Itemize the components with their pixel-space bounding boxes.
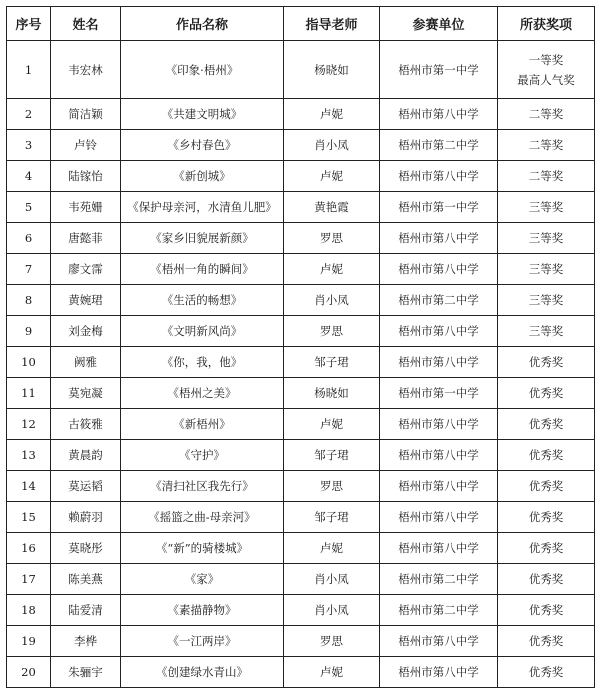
award-label: 优秀奖 <box>528 448 564 462</box>
cell-work: 《新梧州》 <box>121 409 284 440</box>
table-row <box>7 502 595 533</box>
cell-work: 《共建文明城》 <box>121 99 284 130</box>
cell-no: 8 <box>7 285 51 316</box>
cell-award <box>498 378 595 409</box>
cell-award <box>498 161 595 192</box>
cell-name: 莫宛凝 <box>51 378 121 409</box>
cell-work: 《印象·梧州》 <box>121 41 284 99</box>
cell-name: 朱骊宇 <box>51 657 121 688</box>
cell-work: 《梧州之美》 <box>121 378 284 409</box>
cell-work: 《守护》 <box>121 440 284 471</box>
cell-work: 《保护母亲河，水清鱼儿肥》 <box>121 192 284 223</box>
award-label: 优秀奖 <box>528 386 564 400</box>
award-label: 三等奖 <box>528 200 564 214</box>
award-label: 三等奖 <box>528 293 564 307</box>
cell-no: 14 <box>7 471 51 502</box>
cell-no: 12 <box>7 409 51 440</box>
cell-award <box>498 626 595 657</box>
table-row <box>7 378 595 409</box>
header-teacher: 指导老师 <box>284 7 380 41</box>
award-label: 优秀奖 <box>528 665 564 679</box>
cell-no: 6 <box>7 223 51 254</box>
award-label: 优秀奖 <box>528 603 564 617</box>
cell-name: 陆镓怡 <box>51 161 121 192</box>
cell-award <box>498 130 595 161</box>
table-row <box>7 471 595 502</box>
cell-award <box>498 502 595 533</box>
cell-work: 《一江两岸》 <box>121 626 284 657</box>
cell-name: 廖文霈 <box>51 254 121 285</box>
header-unit: 参赛单位 <box>380 7 498 41</box>
award-label: 二等奖 <box>528 107 564 121</box>
cell-award <box>498 285 595 316</box>
cell-teacher: 肖小凤 <box>284 564 380 595</box>
cell-work: 《文明新风尚》 <box>121 316 284 347</box>
table-row <box>7 285 595 316</box>
cell-unit: 梧州市第八中学 <box>380 409 498 440</box>
table-row <box>7 316 595 347</box>
cell-work: 《生活的畅想》 <box>121 285 284 316</box>
table-row <box>7 657 595 688</box>
cell-name: 唐懿菲 <box>51 223 121 254</box>
cell-teacher: 杨晓如 <box>284 41 380 99</box>
cell-unit: 梧州市第八中学 <box>380 223 498 254</box>
award-label: 三等奖 <box>528 262 564 276</box>
cell-award <box>498 223 595 254</box>
cell-work: 《家》 <box>121 564 284 595</box>
cell-name: 卢铃 <box>51 130 121 161</box>
cell-teacher: 罗思 <box>284 471 380 502</box>
cell-unit: 梧州市第八中学 <box>380 471 498 502</box>
cell-name: 韦苑姗 <box>51 192 121 223</box>
table-row <box>7 99 595 130</box>
cell-no: 1 <box>7 41 51 99</box>
cell-teacher: 邹子珺 <box>284 347 380 378</box>
cell-name: 赖蔚羽 <box>51 502 121 533</box>
cell-work: 《家乡旧貌展新颜》 <box>121 223 284 254</box>
cell-name: 莫晓彤 <box>51 533 121 564</box>
header-work: 作品名称 <box>121 7 284 41</box>
cell-award <box>498 657 595 688</box>
cell-name: 黄婉珺 <box>51 285 121 316</box>
cell-no: 13 <box>7 440 51 471</box>
cell-award <box>498 440 595 471</box>
cell-unit: 梧州市第八中学 <box>380 347 498 378</box>
award-label: 优秀奖 <box>528 510 564 524</box>
cell-teacher: 邹子珺 <box>284 440 380 471</box>
cell-name: 陈美燕 <box>51 564 121 595</box>
header-row <box>7 7 595 41</box>
cell-no: 10 <box>7 347 51 378</box>
cell-award <box>498 471 595 502</box>
table-row <box>7 440 595 471</box>
cell-work: 《素描静物》 <box>121 595 284 626</box>
cell-no: 15 <box>7 502 51 533</box>
header-award: 所获奖项 <box>498 7 595 41</box>
cell-award <box>498 533 595 564</box>
cell-unit: 梧州市第一中学 <box>380 192 498 223</box>
table-row <box>7 161 595 192</box>
cell-no: 19 <box>7 626 51 657</box>
cell-name: 刘金梅 <box>51 316 121 347</box>
cell-work: 《新创城》 <box>121 161 284 192</box>
award-label: 三等奖 <box>528 231 564 245</box>
cell-work: 《“新”的骑楼城》 <box>121 533 284 564</box>
table-row <box>7 130 595 161</box>
cell-unit: 梧州市第八中学 <box>380 161 498 192</box>
cell-teacher: 肖小凤 <box>284 595 380 626</box>
award-label: 优秀奖 <box>528 479 564 493</box>
cell-teacher: 罗思 <box>284 223 380 254</box>
cell-teacher: 肖小凤 <box>284 130 380 161</box>
cell-award <box>498 595 595 626</box>
table-row <box>7 626 595 657</box>
table-row <box>7 192 595 223</box>
cell-award <box>498 254 595 285</box>
cell-award <box>498 192 595 223</box>
cell-teacher: 卢妮 <box>284 533 380 564</box>
cell-no: 17 <box>7 564 51 595</box>
cell-work: 《清扫社区我先行》 <box>121 471 284 502</box>
award-label: 优秀奖 <box>528 634 564 648</box>
table-row <box>7 223 595 254</box>
cell-teacher: 杨晓如 <box>284 378 380 409</box>
cell-no: 2 <box>7 99 51 130</box>
cell-teacher: 黄艳霞 <box>284 192 380 223</box>
cell-unit: 梧州市第二中学 <box>380 130 498 161</box>
award-label: 一等奖 <box>528 52 564 67</box>
cell-teacher: 卢妮 <box>284 409 380 440</box>
cell-unit: 梧州市第八中学 <box>380 502 498 533</box>
table-row <box>7 254 595 285</box>
award-label: 优秀奖 <box>528 355 564 369</box>
award-label: 二等奖 <box>528 169 564 183</box>
cell-unit: 梧州市第二中学 <box>380 285 498 316</box>
award-label: 二等奖 <box>528 138 564 152</box>
award-label: 优秀奖 <box>528 541 564 555</box>
cell-award <box>498 564 595 595</box>
cell-teacher: 罗思 <box>284 626 380 657</box>
cell-no: 7 <box>7 254 51 285</box>
header-no: 序号 <box>7 7 51 41</box>
table-row <box>7 533 595 564</box>
cell-no: 11 <box>7 378 51 409</box>
cell-work: 《创建绿水青山》 <box>121 657 284 688</box>
table-row <box>7 564 595 595</box>
cell-no: 9 <box>7 316 51 347</box>
cell-work: 《乡村春色》 <box>121 130 284 161</box>
award-label: 三等奖 <box>528 324 564 338</box>
cell-unit: 梧州市第八中学 <box>380 99 498 130</box>
cell-teacher: 肖小凤 <box>284 285 380 316</box>
cell-no: 18 <box>7 595 51 626</box>
table-row <box>7 409 595 440</box>
cell-no: 3 <box>7 130 51 161</box>
cell-work: 《摇篮之曲-母亲河》 <box>121 502 284 533</box>
cell-award <box>498 409 595 440</box>
cell-name: 简洁颖 <box>51 99 121 130</box>
cell-work: 《梧州一角的瞬间》 <box>121 254 284 285</box>
cell-teacher: 卢妮 <box>284 99 380 130</box>
cell-award <box>498 41 595 99</box>
cell-unit: 梧州市第八中学 <box>380 657 498 688</box>
cell-teacher: 卢妮 <box>284 657 380 688</box>
cell-teacher: 罗思 <box>284 316 380 347</box>
cell-no: 16 <box>7 533 51 564</box>
cell-unit: 梧州市第一中学 <box>380 41 498 99</box>
cell-unit: 梧州市第八中学 <box>380 533 498 564</box>
cell-unit: 梧州市第二中学 <box>380 564 498 595</box>
award-label: 最高人气奖 <box>517 72 575 87</box>
cell-name: 莫运韬 <box>51 471 121 502</box>
cell-name: 黄晨韵 <box>51 440 121 471</box>
cell-name: 韦宏林 <box>51 41 121 99</box>
cell-no: 4 <box>7 161 51 192</box>
cell-teacher: 卢妮 <box>284 161 380 192</box>
cell-teacher: 邹子珺 <box>284 502 380 533</box>
cell-name: 李桦 <box>51 626 121 657</box>
awards-table <box>6 6 595 688</box>
cell-unit: 梧州市第八中学 <box>380 626 498 657</box>
cell-unit: 梧州市第八中学 <box>380 440 498 471</box>
table-row <box>7 41 595 99</box>
table-row <box>7 347 595 378</box>
cell-work: 《你，我，他》 <box>121 347 284 378</box>
award-label: 优秀奖 <box>528 572 564 586</box>
cell-unit: 梧州市第八中学 <box>380 316 498 347</box>
cell-name: 阙雅 <box>51 347 121 378</box>
header-name: 姓名 <box>51 7 121 41</box>
award-label: 优秀奖 <box>528 417 564 431</box>
cell-no: 20 <box>7 657 51 688</box>
cell-unit: 梧州市第八中学 <box>380 254 498 285</box>
table-row <box>7 595 595 626</box>
cell-award <box>498 316 595 347</box>
cell-unit: 梧州市第二中学 <box>380 595 498 626</box>
cell-award <box>498 99 595 130</box>
cell-teacher: 卢妮 <box>284 254 380 285</box>
cell-name: 陆爱清 <box>51 595 121 626</box>
cell-name: 古筱雅 <box>51 409 121 440</box>
cell-no: 5 <box>7 192 51 223</box>
cell-unit: 梧州市第一中学 <box>380 378 498 409</box>
cell-award <box>498 347 595 378</box>
